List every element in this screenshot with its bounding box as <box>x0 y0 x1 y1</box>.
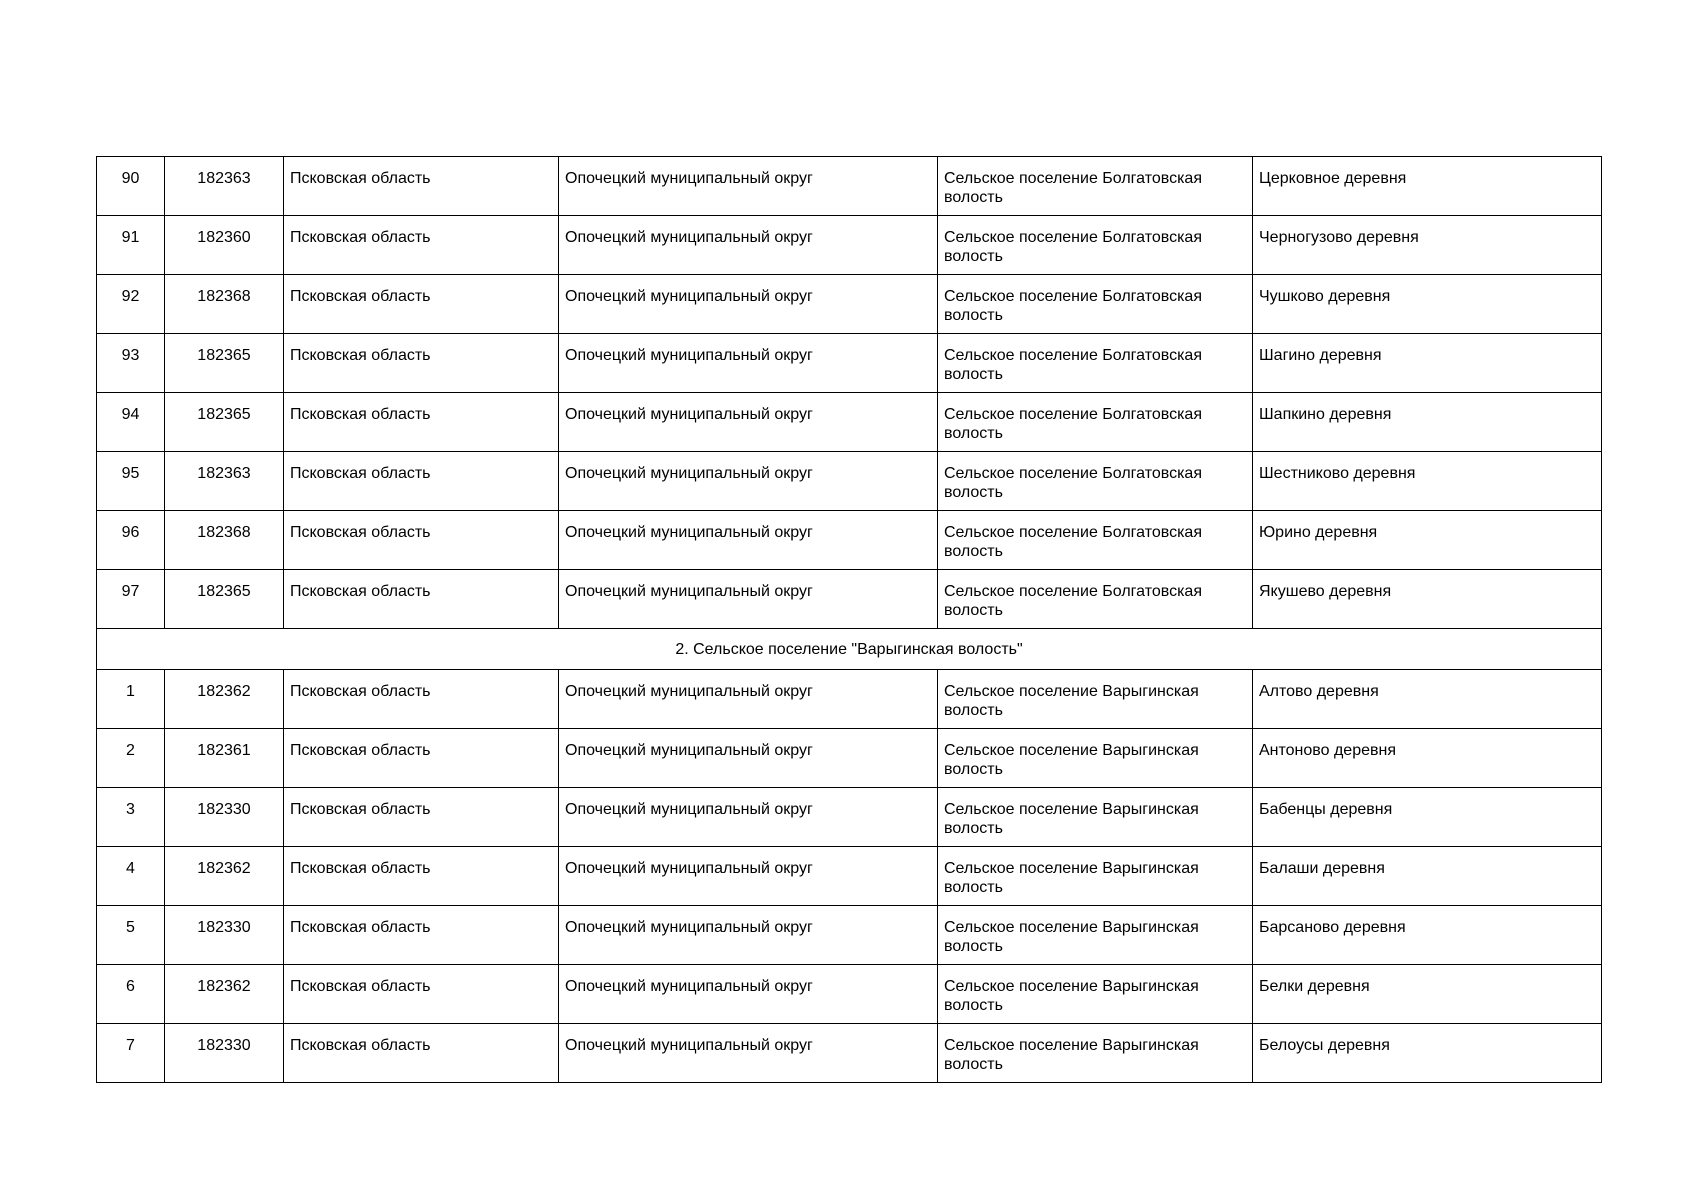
district-name: Опочецкий муниципальный округ <box>559 670 938 729</box>
district-name: Опочецкий муниципальный округ <box>559 334 938 393</box>
row-number: 2 <box>97 729 165 788</box>
region-name: Псковская область <box>284 847 559 906</box>
postal-code: 182362 <box>165 670 284 729</box>
postal-code: 182365 <box>165 393 284 452</box>
postal-code: 182362 <box>165 847 284 906</box>
region-name: Псковская область <box>284 570 559 629</box>
table-row <box>97 275 1602 334</box>
locality-name: Алтово деревня <box>1253 670 1602 729</box>
section-header-row <box>97 629 1602 670</box>
locality-name: Чушково деревня <box>1253 275 1602 334</box>
region-name: Псковская область <box>284 216 559 275</box>
table-row <box>97 334 1602 393</box>
settlement-name: Сельское поселение Болгатовская волость <box>938 511 1253 570</box>
row-number: 1 <box>97 670 165 729</box>
section-title: 2. Сельское поселение "Варыгинская волость" <box>97 629 1602 670</box>
table-row <box>97 452 1602 511</box>
district-name: Опочецкий муниципальный округ <box>559 393 938 452</box>
district-name: Опочецкий муниципальный округ <box>559 906 938 965</box>
settlements-table <box>96 156 1602 1083</box>
district-name: Опочецкий муниципальный округ <box>559 965 938 1024</box>
locality-name: Белоусы деревня <box>1253 1024 1602 1083</box>
table-row <box>97 1024 1602 1083</box>
postal-code: 182365 <box>165 570 284 629</box>
row-number: 6 <box>97 965 165 1024</box>
row-number: 4 <box>97 847 165 906</box>
settlement-name: Сельское поселение Варыгинская волость <box>938 729 1253 788</box>
locality-name: Антоново деревня <box>1253 729 1602 788</box>
postal-code: 182361 <box>165 729 284 788</box>
settlement-name: Сельское поселение Варыгинская волость <box>938 1024 1253 1083</box>
locality-name: Барсаново деревня <box>1253 906 1602 965</box>
table-row <box>97 965 1602 1024</box>
settlement-name: Сельское поселение Болгатовская волость <box>938 393 1253 452</box>
locality-name: Балаши деревня <box>1253 847 1602 906</box>
row-number: 92 <box>97 275 165 334</box>
locality-name: Церковное деревня <box>1253 157 1602 216</box>
postal-code: 182368 <box>165 275 284 334</box>
postal-code: 182330 <box>165 906 284 965</box>
row-number: 7 <box>97 1024 165 1083</box>
row-number: 93 <box>97 334 165 393</box>
region-name: Псковская область <box>284 965 559 1024</box>
table-row <box>97 216 1602 275</box>
region-name: Псковская область <box>284 906 559 965</box>
locality-name: Шагино деревня <box>1253 334 1602 393</box>
row-number: 3 <box>97 788 165 847</box>
row-number: 95 <box>97 452 165 511</box>
settlement-name: Сельское поселение Варыгинская волость <box>938 788 1253 847</box>
row-number: 94 <box>97 393 165 452</box>
district-name: Опочецкий муниципальный округ <box>559 1024 938 1083</box>
district-name: Опочецкий муниципальный округ <box>559 788 938 847</box>
settlement-name: Сельское поселение Варыгинская волость <box>938 906 1253 965</box>
locality-name: Шапкино деревня <box>1253 393 1602 452</box>
locality-name: Шестниково деревня <box>1253 452 1602 511</box>
locality-name: Бабенцы деревня <box>1253 788 1602 847</box>
locality-name: Якушево деревня <box>1253 570 1602 629</box>
postal-code: 182362 <box>165 965 284 1024</box>
district-name: Опочецкий муниципальный округ <box>559 216 938 275</box>
table-body <box>97 157 1602 1083</box>
table-row <box>97 570 1602 629</box>
region-name: Псковская область <box>284 334 559 393</box>
region-name: Псковская область <box>284 452 559 511</box>
postal-code: 182363 <box>165 452 284 511</box>
region-name: Псковская область <box>284 788 559 847</box>
postal-code: 182330 <box>165 788 284 847</box>
table-row <box>97 393 1602 452</box>
locality-name: Черногузово деревня <box>1253 216 1602 275</box>
settlement-name: Сельское поселение Варыгинская волость <box>938 965 1253 1024</box>
region-name: Псковская область <box>284 1024 559 1083</box>
table-row <box>97 906 1602 965</box>
row-number: 91 <box>97 216 165 275</box>
region-name: Псковская область <box>284 670 559 729</box>
district-name: Опочецкий муниципальный округ <box>559 729 938 788</box>
table-row <box>97 511 1602 570</box>
settlement-name: Сельское поселение Болгатовская волость <box>938 570 1253 629</box>
postal-code: 182363 <box>165 157 284 216</box>
district-name: Опочецкий муниципальный округ <box>559 275 938 334</box>
table-row <box>97 157 1602 216</box>
district-name: Опочецкий муниципальный округ <box>559 570 938 629</box>
region-name: Псковская область <box>284 157 559 216</box>
settlement-name: Сельское поселение Болгатовская волость <box>938 157 1253 216</box>
region-name: Псковская область <box>284 393 559 452</box>
row-number: 5 <box>97 906 165 965</box>
district-name: Опочецкий муниципальный округ <box>559 452 938 511</box>
settlement-name: Сельское поселение Варыгинская волость <box>938 670 1253 729</box>
table-row <box>97 729 1602 788</box>
locality-name: Юрино деревня <box>1253 511 1602 570</box>
postal-code: 182360 <box>165 216 284 275</box>
settlement-name: Сельское поселение Варыгинская волость <box>938 847 1253 906</box>
settlement-name: Сельское поселение Болгатовская волость <box>938 275 1253 334</box>
locality-name: Белки деревня <box>1253 965 1602 1024</box>
district-name: Опочецкий муниципальный округ <box>559 847 938 906</box>
district-name: Опочецкий муниципальный округ <box>559 157 938 216</box>
settlement-name: Сельское поселение Болгатовская волость <box>938 452 1253 511</box>
row-number: 97 <box>97 570 165 629</box>
region-name: Псковская область <box>284 275 559 334</box>
postal-code: 182368 <box>165 511 284 570</box>
settlement-name: Сельское поселение Болгатовская волость <box>938 334 1253 393</box>
postal-code: 182365 <box>165 334 284 393</box>
settlement-name: Сельское поселение Болгатовская волость <box>938 216 1253 275</box>
table-row <box>97 788 1602 847</box>
table-row <box>97 847 1602 906</box>
table-row <box>97 670 1602 729</box>
district-name: Опочецкий муниципальный округ <box>559 511 938 570</box>
postal-code: 182330 <box>165 1024 284 1083</box>
row-number: 90 <box>97 157 165 216</box>
region-name: Псковская область <box>284 729 559 788</box>
row-number: 96 <box>97 511 165 570</box>
region-name: Псковская область <box>284 511 559 570</box>
